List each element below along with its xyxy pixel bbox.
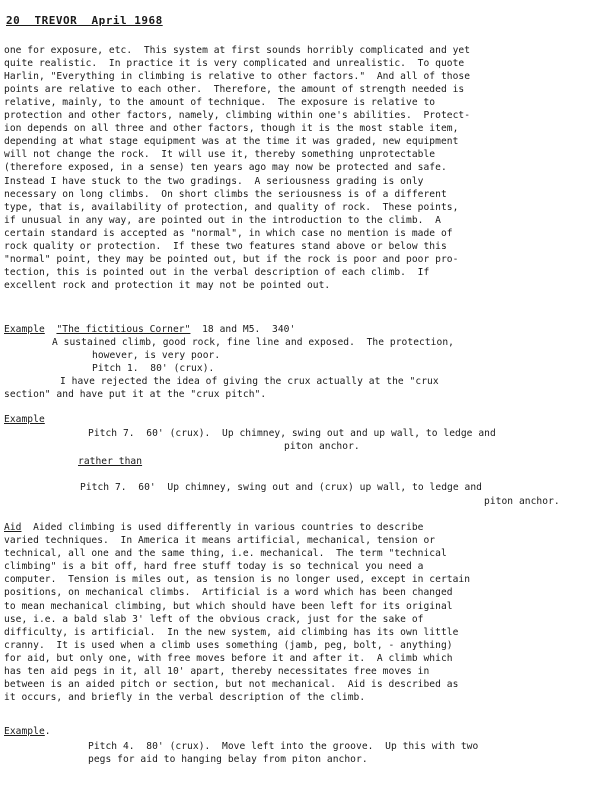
paragraph-line: type, that is, availability of protection, and quality of rock. These points, [4,201,459,213]
paragraph-line: necessary on long climbs. On short climbs the seriousness is of a different [4,188,447,200]
example1-description-line: A sustained climb, good rock, fine line and exposed. The protection, [52,337,454,348]
aid-paragraph-line: climbing" is a bit off, hard free stuff today is so technical you need a [4,561,424,573]
aid-label: Aid [4,522,22,533]
paragraph-line: will not change the rock. It will use it, thereby something unprotectable [4,149,436,161]
example2-pitch-a: Pitch 7. 60' (crux). Up chimney, swing out and up wall, to ledge and [88,428,496,439]
aid-paragraph-line: between is an aided pitch or section, but not mechanical. Aid is described as [4,679,459,691]
paragraph-line: if unusual in any way, are pointed out in the introduction to the climb. A [4,214,441,226]
example2-pitch-a: piton anchor. [284,441,360,452]
paragraph-line: protection and other factors, namely, climbing within one's abilities. Protect- [4,110,471,122]
example1-pitch: Pitch 1. 80' (crux). [92,363,215,374]
paragraph-line: relative, mainly, to the amount of technique. The exposure is relative to [4,97,436,109]
aid-paragraph-line: has ten aid pegs in it, all 10' apart, thereby necessitates free moves in [4,666,430,677]
paragraph-line: depending at what stage equipment was at the time it was graded, new equipment [4,136,459,148]
example1-note-line: section" and have put it at the "crux pitch". [4,389,267,400]
aid-paragraph-line: cranny. It is used when a climb uses something (jamb, peg, bolt, - anything) [4,639,453,651]
example1-label: Example [4,324,45,335]
example1-grade: 18 and M5. 340' [190,324,296,335]
example1-note-line: I have rejected the idea of giving the crux actually at the "crux [60,376,439,387]
example2-pitch-b: piton anchor. [484,496,560,507]
example2-rather-than: rather than [78,456,143,467]
aid-paragraph-line: varied techniques. In America it means artificial, mechanical, tension or [4,535,436,546]
aid-paragraph-line: for aid, but only one, with free moves before it and after it. A climb which [4,652,453,664]
example2-pitch-b: Pitch 7. 60' Up chimney, swing out and (crux) up wall, to ledge and [80,482,482,493]
example1-climb-name: "The fictitious Corner" [56,324,191,335]
paragraph-line: rock quality or protection. If these two features stand above or below this [4,240,447,252]
paragraph-line: Instead I have stuck to the two gradings. A seriousness grading is only [4,175,424,187]
paragraph-line: points are relative to each other. Therefore, the amount of strength needed is [4,84,465,96]
aid-paragraph-line: to mean mechanical climbing, but which should have been left for its original [4,600,453,612]
aid-paragraph-line: technical, all one and the same thing, i.e. mechanical. The term "technical [4,548,447,560]
example1-description-line: however, is very poor. [92,350,221,361]
example3-pitch: pegs for aid to hanging belay from piton anchor. [88,754,368,765]
paragraph-line: one for exposure, etc. This system at first sounds horribly complicated and yet [4,45,471,56]
page-header: 20 TREVOR April 1968 [6,14,163,27]
paragraph-line: tection, this is pointed out in the verbal description of each climb. If [4,266,430,278]
aid-paragraph-line: difficulty, is artificial. In the new system, aid climbing has its own little [4,626,459,638]
example1-heading-line [4,323,602,336]
example3-pitch: Pitch 4. 80' (crux). Move left into the groove. Up this with two [88,741,479,752]
example3-label: Example. [4,726,51,737]
paragraph-line: certain standard is accepted as "normal", in which case no mention is made of [4,227,453,239]
aid-paragraph-line: computer. Tension is miles out, as tension is no longer used, except in certain [4,574,471,586]
paragraph-line: quite realistic. In practice it is very complicated and unrealistic. To quote [4,58,465,70]
example2-label: Example [4,414,45,425]
aid-paragraph-line: positions, on mechanical climbs. Artificial is a word which has been changed [4,587,453,599]
paragraph-line: (therefore exposed, in a sense) ten years ago may now be protected and safe. [4,162,447,174]
paragraph-line: Harlin, "Everything in climbing is relative to other factors." And all of those [4,71,471,83]
paragraph-line: ion depends on all three and other factors, though it is the most stable item, [4,123,459,135]
aid-paragraph-line: it occurs, and briefly in the verbal description of the climb. [4,692,366,704]
aid-first-line: Aid Aided climbing is used differently in various countries to describe [4,522,424,533]
paragraph-line: "normal" point, they may be pointed out, but if the rock is poor and poor pro- [4,253,459,265]
paragraph-line: excellent rock and protection it may not be pointed out. [4,279,331,291]
aid-paragraph-line: use, i.e. a bald slab 3' left of the obvious crack, just for the sake of [4,613,424,625]
